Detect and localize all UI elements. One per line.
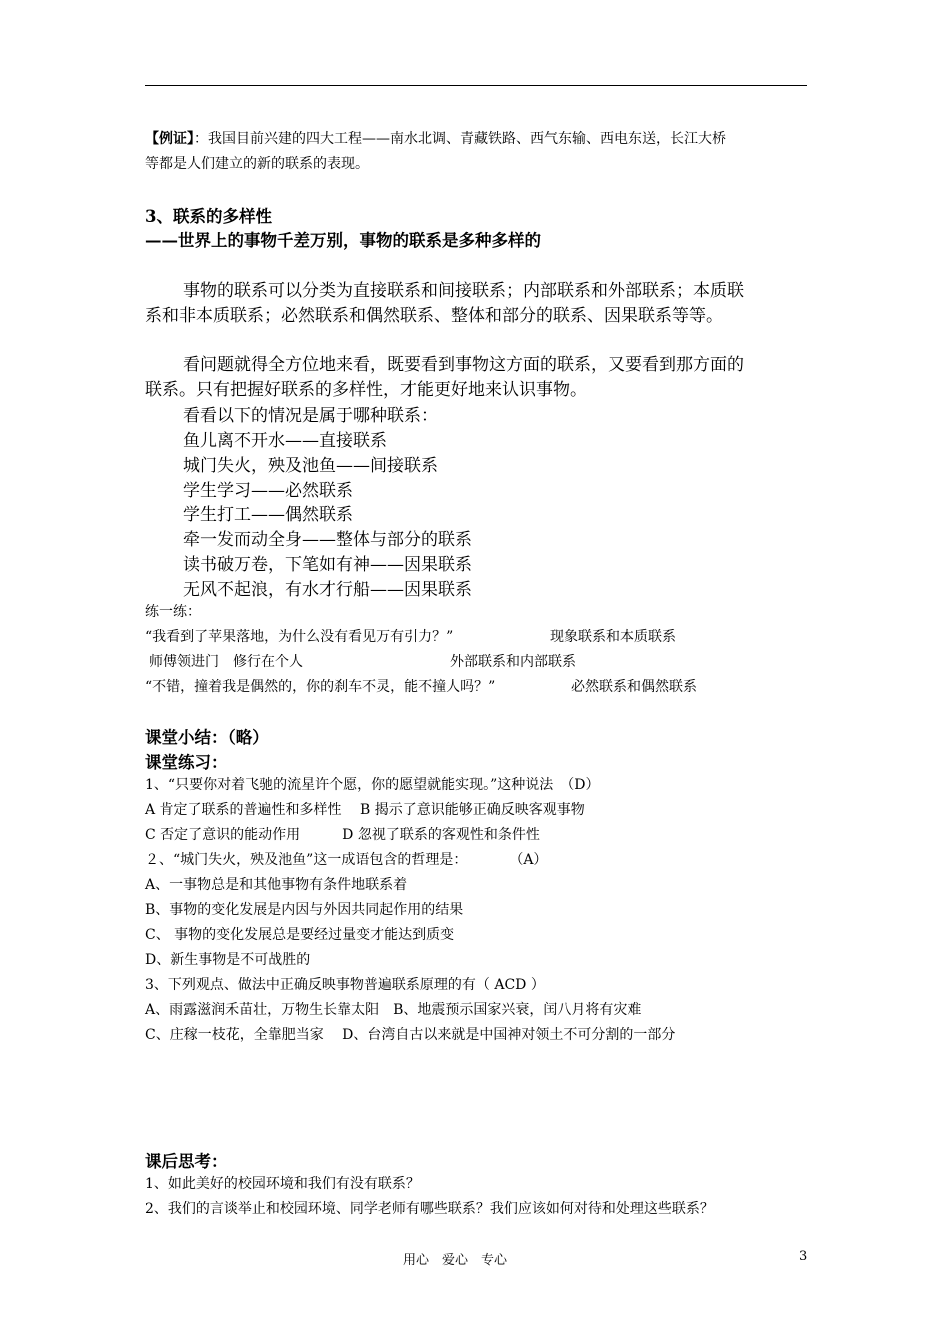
exercise-title: 课堂练习： xyxy=(145,753,228,772)
list-item: 读书破万卷，下笔如有神——因果联系 xyxy=(183,555,472,575)
summary-title: 课堂小结：（略） xyxy=(145,728,269,747)
practice-question: 师傅领进门 修行在个人 xyxy=(149,654,303,670)
para1-line-1: 事物的联系可以分类为直接联系和间接联系；内部联系和外部联系；本质联 xyxy=(183,281,744,301)
practice-question: “我看到了苹果落地，为什么没有看见万有引力？” xyxy=(145,629,454,645)
exercise-options: C 否定了意识的能动作用 D 忽视了联系的客观性和条件性 xyxy=(145,827,540,843)
exercise-question-2: ２、“城门失火，殃及池鱼”这一成语包含的哲理是： （A） xyxy=(145,852,548,868)
exercise-options: A 肯定了联系的普遍性和多样性 B 揭示了意识能够正确反映客观事物 xyxy=(145,802,585,818)
example-prompt: 看看以下的情况是属于哪种联系： xyxy=(183,406,438,426)
practice-label: 练一练： xyxy=(145,604,201,620)
page-number: 3 xyxy=(799,1249,808,1264)
exercise-question-1: 1、“只要你对着飞驰的流星许个愿，你的愿望就能实现。”这种说法 （D） xyxy=(145,777,600,793)
list-item: 城门失火，殃及池鱼——间接联系 xyxy=(183,456,438,476)
list-item: 牵一发而动全身——整体与部分的联系 xyxy=(183,530,472,550)
afterclass-title: 课后思考： xyxy=(145,1152,228,1171)
example-line-2: 等都是人们建立的新的联系的表现。 xyxy=(145,156,369,172)
exercise-options: A、雨露滋润禾苗壮，万物生长靠太阳 B、地震预示国家兴衰，闰八月将有灾难 xyxy=(145,1002,642,1018)
para2-line-2: 联系。只有把握好联系的多样性，才能更好地来认识事物。 xyxy=(145,380,587,400)
practice-answer: 必然联系和偶然联系 xyxy=(571,679,697,695)
practice-question: “不错，撞着我是偶然的，你的刹车不灵，能不撞人吗？” xyxy=(145,679,496,695)
exercise-option: C、 事物的变化发展总是要经过量变才能达到质变 xyxy=(145,927,455,943)
practice-answer: 外部联系和内部联系 xyxy=(450,654,576,670)
practice-answer: 现象联系和本质联系 xyxy=(550,629,676,645)
para1-line-2: 系和非本质联系；必然联系和偶然联系、整体和部分的联系、因果联系等等。 xyxy=(145,306,723,326)
para2-line-1: 看问题就得全方位地来看，既要看到事物这方面的联系，又要看到那方面的 xyxy=(183,355,744,375)
exercise-option: B、事物的变化发展是内因与外因共同起作用的结果 xyxy=(145,902,464,918)
afterclass-question-1: 1、如此美好的校园环境和我们有没有联系？ xyxy=(145,1176,420,1192)
exercise-options: C、庄稼一枝花，全靠肥当家 D、台湾自古以来就是中国神对领土不可分割的一部分 xyxy=(145,1027,676,1043)
section-heading: 3、联系的多样性 xyxy=(145,207,272,226)
exercise-question-3: 3、下列观点、做法中正确反映事物普遍联系原理的有（ ACD ） xyxy=(145,977,545,993)
example-line-1 xyxy=(145,128,726,148)
header-rule xyxy=(145,85,807,86)
list-item: 学生打工——偶然联系 xyxy=(183,505,353,525)
example-label: 【例证】 xyxy=(145,131,194,147)
list-item: 无风不起浪，有水才行船——因果联系 xyxy=(183,580,472,600)
exercise-option: D、新生事物是不可战胜的 xyxy=(145,952,311,968)
list-item: 学生学习——必然联系 xyxy=(183,481,353,501)
afterclass-question-2: 2、我们的言谈举止和校园环境、同学老师有哪些联系？我们应该如何对待和处理这些联系？ xyxy=(145,1201,714,1217)
example-text-1: ：我国目前兴建的四大工程——南水北调、青藏铁路、西气东输、西电东送，长江大桥 xyxy=(194,131,726,147)
section-subheading: ——世界上的事物千差万别，事物的联系是多种多样的 xyxy=(145,231,541,250)
list-item: 鱼儿离不开水——直接联系 xyxy=(183,431,387,451)
exercise-option: A、一事物总是和其他事物有条件地联系着 xyxy=(145,877,408,893)
footer-motto: 用心 爱心 专心 xyxy=(403,1253,508,1268)
